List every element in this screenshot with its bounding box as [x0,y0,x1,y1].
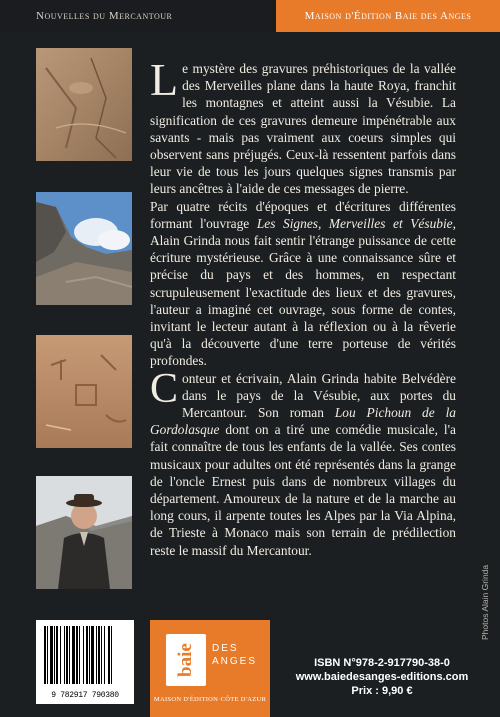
barcode [36,620,134,704]
author-photo [36,476,132,589]
novel-title: Lou Pichoun de la Gordolasque [150,405,456,438]
logo-subtitle: MAISON D'ÉDITION·CÔTE D'AZUR [153,696,267,703]
photo-credit: Photos Alain Grinda [480,564,490,640]
price: Prix : 9,90 € [351,685,413,697]
paragraph-author: Conteur et écrivain, Alain Grinda habite Belvédère dans le pays de la Vésubie, aux portes du Mercantour. Son roman Lou Pichoun de la Gordolasque dont on a tiré une comédie musicale, l'a fait connaître de tous les enfants de la vallée. Ses contes musicaux pour adultes ont été représentés dans la grange de l'oncle Ernest puis dans de nombreux villages du département. Amoureux de la nature et de la marche au long cours, il arpente toutes les Alpes par la Via Alpina, de Trieste à Monaco mais son terrain de prédilection reste le massif du Mercantour. [150,365,456,558]
rock-engraving-photo [36,48,132,161]
website: www.baiedesanges-editions.com [295,671,469,683]
drop-cap: L [150,54,179,105]
drop-cap: C [150,365,179,412]
barcode-bars [36,620,134,690]
series-title: Nouvelles du Mercantour [36,10,173,22]
isbn: ISBN N°978-2-917790-38-0 [314,657,450,669]
engraved-rock-photo [36,335,132,448]
publisher-title: Maison d'Édition Baie des Anges [304,10,472,22]
back-cover-text [150,54,456,559]
logo-mark: baie [166,634,206,686]
series-header [0,0,276,32]
publisher-logo [150,620,270,717]
paragraph-intro: Le mystère des gravures préhistoriques de la vallée des Merveilles plane dans la haute Roya, franchit les montagnes et atteint aussi la Vésubie. La signification de ces gravures demeure impénétrable aux savants - mais pas vraiment aux coeurs simples qui observent sans préjugés. Ceux-là ressentent parfois dans leur vie de tous les jours quelques signes transmis par leurs ancêtres à l'aide de ces messages de pierre. [150,54,456,197]
barcode-number: 9 782917 790380 [51,691,119,700]
publisher-header [276,0,500,32]
mountain-photo [36,192,132,305]
paragraph-book: Par quatre récits d'époques et d'écritures différentes formant l'ouvrage Les Signes, Merveilles et Vésubie, Alain Grinda nous fait sentir l'étrange puissance de cette écriture mystérieuse. Grâce à une connaissance sûre et précise du pays et des hommes, en respectant scrupuleusement l'exactitude des lieux et des gravures, l'auteur a imaginé cet ouvrage, sous forme de contes, invitant le lecteur autant à la réflexion ou à la rêverie qu'à la découverte d'une terre porteuse de vérités profondes. [150,198,456,369]
book-title: Les Signes, Merveilles et Vésubie [256,215,453,231]
book-info [292,656,472,698]
logo-wordmark: DES ANGES [212,643,258,667]
